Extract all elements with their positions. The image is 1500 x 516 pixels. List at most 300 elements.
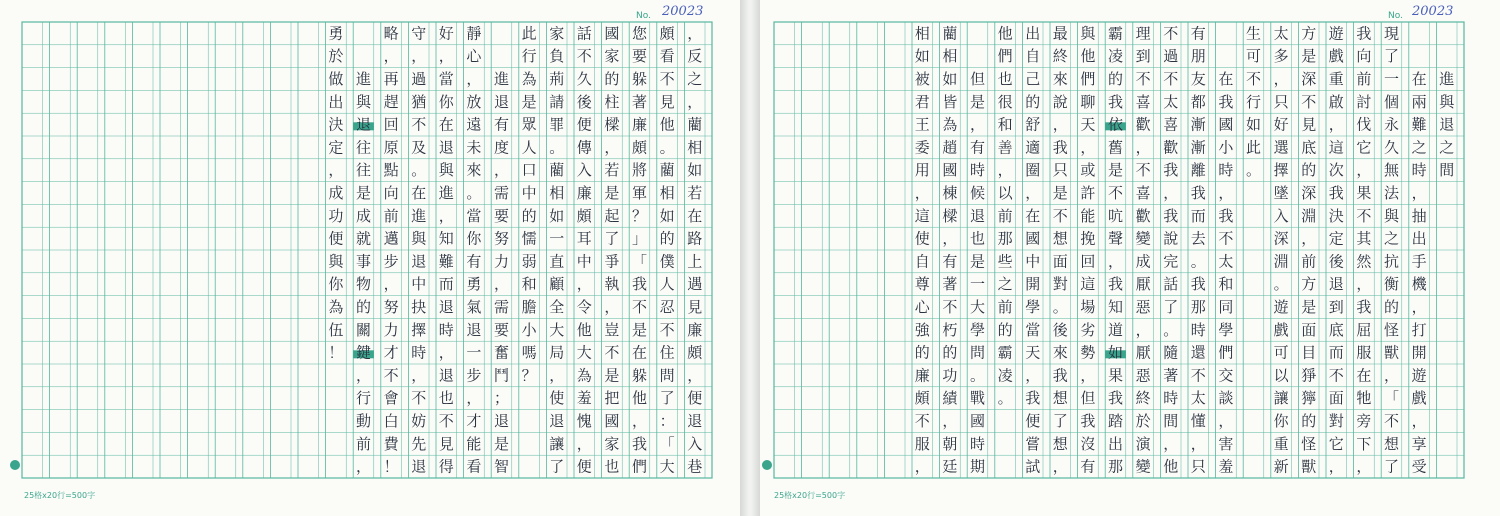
manuscript-char: 大 bbox=[576, 343, 592, 362]
right-page bbox=[760, 0, 1500, 516]
manuscript-char: 但 bbox=[1080, 389, 1096, 408]
manuscript-char: 的 bbox=[1107, 70, 1124, 89]
manuscript-char: 上 bbox=[687, 252, 703, 271]
manuscript-char: 遊 bbox=[1328, 24, 1344, 43]
manuscript-char: ， bbox=[997, 161, 1013, 180]
manuscript-char: 旁 bbox=[1356, 412, 1372, 431]
manuscript-char: 相 bbox=[549, 184, 565, 203]
manuscript-char: 淵 bbox=[1301, 206, 1317, 225]
manuscript-char: ， bbox=[1356, 275, 1372, 294]
manuscript-char: 委 bbox=[914, 138, 930, 157]
manuscript-char: 還 bbox=[1190, 343, 1206, 362]
manuscript-char: 不 bbox=[383, 366, 399, 385]
manuscript-char: ， bbox=[328, 161, 344, 180]
manuscript-char: 後 bbox=[576, 92, 592, 111]
manuscript-char: 決 bbox=[328, 115, 344, 134]
manuscript-char: 家 bbox=[604, 434, 620, 453]
manuscript-char: 之 bbox=[687, 70, 703, 89]
manuscript-char: 成 bbox=[1135, 252, 1151, 271]
manuscript-char: ， bbox=[355, 457, 372, 476]
manuscript-char: 是 bbox=[631, 320, 648, 339]
manuscript-char: 在 bbox=[1218, 70, 1234, 89]
manuscript-char: 有 bbox=[1080, 457, 1096, 476]
manuscript-char: 抗 bbox=[1383, 252, 1400, 271]
manuscript-char: 我 bbox=[1163, 206, 1179, 225]
manuscript-char: 「 bbox=[1383, 389, 1400, 408]
manuscript-char: 「 bbox=[631, 252, 648, 271]
manuscript-char: 此 bbox=[521, 24, 537, 43]
manuscript-char: 那 bbox=[997, 229, 1013, 248]
manuscript-char: 不 bbox=[1245, 70, 1262, 89]
manuscript-char: 和 bbox=[997, 115, 1013, 134]
manuscript-char: 智 bbox=[493, 457, 510, 476]
manuscript-char: 的 bbox=[1025, 92, 1041, 111]
manuscript-char: 相 bbox=[914, 24, 930, 43]
manuscript-char: 了 bbox=[604, 229, 620, 248]
manuscript-char: 行 bbox=[521, 47, 537, 66]
manuscript-char: ， bbox=[687, 24, 703, 43]
manuscript-char: 話 bbox=[1163, 275, 1179, 294]
manuscript-char: 踏 bbox=[1107, 412, 1124, 431]
manuscript-char: 氣 bbox=[466, 298, 482, 317]
manuscript-char: 。 bbox=[1190, 252, 1206, 271]
manuscript-char: 。 bbox=[411, 161, 427, 180]
manuscript-char: 學 bbox=[1218, 320, 1234, 339]
manuscript-char: 的 bbox=[1301, 412, 1317, 431]
manuscript-char: 舊 bbox=[1107, 138, 1124, 157]
manuscript-char: 他 bbox=[997, 24, 1013, 43]
manuscript-char: 出 bbox=[1411, 229, 1427, 248]
manuscript-char: 耳 bbox=[576, 229, 592, 248]
manuscript-char: 便 bbox=[687, 389, 703, 408]
manuscript-char: 讓 bbox=[1273, 389, 1289, 408]
manuscript-char: 不 bbox=[914, 412, 930, 431]
manuscript-char: 重 bbox=[1328, 70, 1344, 89]
manuscript-char: 機 bbox=[1411, 275, 1427, 294]
manuscript-char: 尊 bbox=[914, 275, 930, 294]
manuscript-char: 是 bbox=[969, 252, 986, 271]
manuscript-char: ， bbox=[576, 275, 592, 294]
manuscript-char: 有 bbox=[466, 252, 482, 271]
manuscript-char: 好 bbox=[1273, 115, 1289, 134]
manuscript-char: 奮 bbox=[493, 343, 510, 362]
manuscript-char: 面 bbox=[1301, 320, 1317, 339]
manuscript-char: ， bbox=[1163, 434, 1179, 453]
manuscript-char: 小 bbox=[521, 320, 537, 339]
manuscript-char: 厭 bbox=[1135, 275, 1151, 294]
manuscript-char: 是 bbox=[1107, 161, 1124, 180]
manuscript-char: 為 bbox=[576, 366, 592, 385]
manuscript-char: 會 bbox=[383, 389, 399, 408]
manuscript-char: 也 bbox=[438, 389, 454, 408]
manuscript-char: 把 bbox=[604, 389, 620, 408]
manuscript-char: 不 bbox=[411, 115, 427, 134]
manuscript-char: 屈 bbox=[1356, 320, 1372, 339]
manuscript-char: 但 bbox=[969, 70, 986, 89]
manuscript-char: 的 bbox=[942, 343, 958, 362]
manuscript-char: 討 bbox=[1356, 92, 1372, 111]
manuscript-char: 喜 bbox=[1135, 92, 1151, 111]
manuscript-char: 在 bbox=[1356, 366, 1372, 385]
manuscript-char: 抽 bbox=[1411, 206, 1427, 225]
manuscript-char: 聊 bbox=[1080, 92, 1096, 111]
manuscript-char: 天 bbox=[1080, 115, 1096, 134]
manuscript-char: 廉 bbox=[576, 184, 592, 203]
manuscript-char: 果 bbox=[1356, 184, 1372, 203]
manuscript-char: 次 bbox=[1328, 161, 1344, 180]
right-footer-label: 25格x20行=500字 bbox=[774, 491, 846, 500]
manuscript-char: 學 bbox=[969, 320, 986, 339]
manuscript-char: 定 bbox=[1328, 229, 1344, 248]
manuscript-char: 荊 bbox=[549, 70, 565, 89]
manuscript-char: 執 bbox=[604, 275, 620, 294]
manuscript-char: 能 bbox=[1080, 206, 1096, 225]
manuscript-char: 於 bbox=[328, 47, 344, 66]
manuscript-char: 讓 bbox=[549, 434, 565, 453]
manuscript-char: 深 bbox=[1273, 229, 1289, 248]
manuscript-char: 在 bbox=[687, 206, 703, 225]
manuscript-char: 我 bbox=[1107, 275, 1124, 294]
manuscript-char: 廉 bbox=[914, 366, 930, 385]
manuscript-char: 先 bbox=[411, 434, 427, 453]
manuscript-char: 決 bbox=[1328, 206, 1344, 225]
manuscript-char: 新 bbox=[1273, 457, 1289, 476]
manuscript-char: 此 bbox=[1245, 138, 1262, 157]
manuscript-char: 人 bbox=[659, 275, 675, 294]
manuscript-char: 朋 bbox=[1190, 47, 1206, 66]
manuscript-char: 久 bbox=[1383, 138, 1400, 157]
manuscript-char: 有 bbox=[969, 138, 986, 157]
manuscript-char: 服 bbox=[914, 434, 930, 453]
manuscript-char: 之 bbox=[1439, 138, 1455, 157]
manuscript-char: 爭 bbox=[604, 252, 620, 271]
manuscript-char: 需 bbox=[493, 298, 510, 317]
manuscript-char: 最 bbox=[1052, 24, 1068, 43]
manuscript-char: 退 bbox=[438, 138, 454, 157]
manuscript-char: 僕 bbox=[659, 252, 675, 271]
manuscript-char: 我 bbox=[1328, 184, 1344, 203]
manuscript-char: 全 bbox=[549, 298, 565, 317]
manuscript-char: 惡 bbox=[1135, 366, 1151, 385]
manuscript-char: 之 bbox=[1383, 229, 1400, 248]
manuscript-char: 藺 bbox=[942, 24, 958, 43]
manuscript-char: ， bbox=[1328, 115, 1344, 134]
left-no-label: No. bbox=[636, 11, 651, 21]
manuscript-char: 不 bbox=[576, 47, 592, 66]
manuscript-char: ， bbox=[604, 298, 620, 317]
manuscript-char: 藺 bbox=[659, 161, 675, 180]
manuscript-char: 妨 bbox=[411, 412, 427, 431]
manuscript-char: 之 bbox=[997, 275, 1013, 294]
manuscript-char: 的 bbox=[604, 70, 620, 89]
left-footer-label: 25格x20行=500字 bbox=[24, 491, 96, 500]
manuscript-char: 是 bbox=[1052, 184, 1068, 203]
manuscript-char: 終 bbox=[1052, 47, 1068, 66]
manuscript-char: 試 bbox=[1025, 457, 1041, 476]
manuscript-char: 不 bbox=[1052, 206, 1068, 225]
manuscript-char: 功 bbox=[328, 206, 344, 225]
manuscript-char: ， bbox=[1411, 298, 1427, 317]
manuscript-char: 只 bbox=[1273, 92, 1289, 111]
manuscript-char: 他 bbox=[1080, 47, 1096, 66]
manuscript-char: 它 bbox=[1328, 434, 1344, 453]
manuscript-char: 到 bbox=[1135, 47, 1151, 66]
manuscript-char: ， bbox=[549, 366, 565, 385]
manuscript-char: 也 bbox=[997, 70, 1013, 89]
manuscript-char: ， bbox=[576, 434, 592, 453]
manuscript-char: 忍 bbox=[659, 298, 675, 317]
manuscript-char: 國 bbox=[1025, 229, 1041, 248]
manuscript-char: 守 bbox=[411, 24, 427, 43]
manuscript-char: 朽 bbox=[942, 320, 958, 339]
manuscript-char: 說 bbox=[1163, 229, 1179, 248]
manuscript-char: 出 bbox=[1025, 24, 1041, 43]
manuscript-char: 了 bbox=[549, 457, 565, 476]
manuscript-char: 路 bbox=[687, 229, 703, 248]
manuscript-char: 的 bbox=[659, 229, 675, 248]
manuscript-char: 退 bbox=[687, 412, 703, 431]
manuscript-char: 大 bbox=[549, 320, 565, 339]
manuscript-char: 負 bbox=[549, 47, 565, 66]
manuscript-char: 如 bbox=[942, 70, 958, 89]
manuscript-char: 歡 bbox=[1135, 115, 1151, 134]
manuscript-char: 與 bbox=[1080, 24, 1096, 43]
manuscript-char: 直 bbox=[549, 252, 565, 271]
manuscript-char: 們 bbox=[1080, 70, 1096, 89]
manuscript-char: 戲 bbox=[1328, 47, 1344, 66]
manuscript-char: 做 bbox=[328, 70, 344, 89]
manuscript-char: 前 bbox=[997, 206, 1013, 225]
manuscript-char: 一 bbox=[969, 275, 986, 294]
manuscript-char: 手 bbox=[1411, 252, 1427, 271]
manuscript-char: 友 bbox=[1190, 70, 1206, 89]
manuscript-char: 有 bbox=[493, 115, 510, 134]
manuscript-char: 不 bbox=[1163, 24, 1179, 43]
manuscript-char: 服 bbox=[1356, 343, 1372, 362]
manuscript-char: 一 bbox=[549, 229, 565, 248]
manuscript-char: 自 bbox=[914, 252, 930, 271]
manuscript-char: 棟 bbox=[942, 184, 958, 203]
manuscript-char: ， bbox=[1383, 366, 1400, 385]
manuscript-char: 趕 bbox=[383, 92, 399, 111]
manuscript-char: 當 bbox=[1025, 320, 1041, 339]
manuscript-char: 局 bbox=[549, 343, 565, 362]
manuscript-char: 候 bbox=[969, 184, 986, 203]
manuscript-char: 向 bbox=[1356, 47, 1372, 66]
manuscript-char: 步 bbox=[466, 366, 482, 385]
manuscript-char: 來 bbox=[466, 161, 482, 180]
manuscript-char: 巷 bbox=[687, 457, 703, 476]
manuscript-char: 趙 bbox=[942, 138, 958, 157]
manuscript-char: 起 bbox=[604, 206, 620, 225]
manuscript-char: 太 bbox=[1163, 92, 1179, 111]
manuscript-char: ， bbox=[1107, 252, 1124, 271]
manuscript-char: 時 bbox=[411, 343, 427, 362]
manuscript-char: ！ bbox=[328, 343, 344, 362]
manuscript-char: 當 bbox=[438, 70, 454, 89]
manuscript-char: 樑 bbox=[942, 206, 958, 225]
manuscript-char: 若 bbox=[604, 161, 620, 180]
manuscript-char: 頗 bbox=[914, 389, 930, 408]
manuscript-char: 猶 bbox=[411, 92, 427, 111]
manuscript-char: ， bbox=[1025, 366, 1041, 385]
manuscript-char: 多 bbox=[1273, 47, 1289, 66]
manuscript-char: 時 bbox=[438, 320, 454, 339]
manuscript-char: 不 bbox=[1190, 366, 1206, 385]
manuscript-char: 入 bbox=[1273, 206, 1289, 225]
manuscript-char: 我 bbox=[1218, 92, 1234, 111]
manuscript-char: 間 bbox=[1163, 412, 1179, 431]
manuscript-char: 來 bbox=[1052, 343, 1068, 362]
manuscript-char: 完 bbox=[1163, 252, 1179, 271]
manuscript-char: 了 bbox=[1163, 298, 1179, 317]
manuscript-char: 國 bbox=[1218, 115, 1234, 134]
manuscript-char: 他 bbox=[576, 320, 592, 339]
manuscript-char: 弱 bbox=[521, 252, 537, 271]
manuscript-char: ， bbox=[1190, 434, 1206, 453]
manuscript-char: ， bbox=[1052, 115, 1068, 134]
manuscript-char: 自 bbox=[1025, 47, 1041, 66]
manuscript-char: 開 bbox=[1411, 343, 1427, 362]
manuscript-char: 或 bbox=[1080, 161, 1096, 180]
manuscript-char: 退 bbox=[466, 320, 482, 339]
manuscript-char: 的 bbox=[521, 206, 537, 225]
manuscript-char: 略 bbox=[383, 24, 399, 43]
manuscript-char: ， bbox=[1356, 161, 1372, 180]
manuscript-char: 遊 bbox=[1411, 366, 1427, 385]
manuscript-char: 。 bbox=[997, 389, 1013, 408]
manuscript-char: 受 bbox=[1411, 457, 1427, 476]
manuscript-char: 君 bbox=[914, 92, 930, 111]
manuscript-char: ； bbox=[493, 389, 510, 408]
manuscript-char: 往 bbox=[355, 138, 372, 157]
manuscript-char: ， bbox=[1080, 138, 1096, 157]
right-manuscript-grid bbox=[760, 0, 1500, 516]
manuscript-char: 藺 bbox=[549, 161, 565, 180]
manuscript-char: 前 bbox=[355, 434, 372, 453]
manuscript-char: 事 bbox=[355, 252, 372, 271]
manuscript-char: 住 bbox=[659, 343, 675, 362]
manuscript-char: 生 bbox=[1245, 24, 1262, 43]
manuscript-char: ， bbox=[493, 275, 510, 294]
manuscript-char: 這 bbox=[914, 206, 930, 225]
manuscript-char: 進 bbox=[355, 70, 372, 89]
manuscript-char: 如 bbox=[549, 206, 565, 225]
manuscript-char: 退 bbox=[438, 298, 454, 317]
manuscript-char: ， bbox=[383, 47, 399, 66]
manuscript-char: 回 bbox=[1080, 252, 1096, 271]
manuscript-char: 成 bbox=[328, 184, 344, 203]
manuscript-char: 。 bbox=[549, 138, 565, 157]
manuscript-char: 的 bbox=[914, 343, 930, 362]
manuscript-char: 廉 bbox=[687, 320, 703, 339]
manuscript-char: 家 bbox=[604, 47, 620, 66]
manuscript-char: 開 bbox=[1025, 275, 1041, 294]
manuscript-char: 不 bbox=[438, 412, 454, 431]
manuscript-char: 底 bbox=[1301, 138, 1317, 157]
manuscript-char: 勇 bbox=[328, 24, 344, 43]
manuscript-char: 膽 bbox=[521, 298, 537, 317]
manuscript-char: 是 bbox=[604, 184, 620, 203]
manuscript-char: 我 bbox=[1052, 138, 1068, 157]
manuscript-char: 要 bbox=[493, 206, 510, 225]
manuscript-char: 了 bbox=[1383, 457, 1400, 476]
manuscript-char: 變 bbox=[1135, 229, 1151, 248]
manuscript-char: 是 bbox=[521, 92, 537, 111]
manuscript-char: ， bbox=[1273, 70, 1289, 89]
manuscript-char: 傳 bbox=[576, 138, 592, 157]
manuscript-char: 在 bbox=[411, 184, 427, 203]
manuscript-char: 挽 bbox=[1080, 229, 1096, 248]
manuscript-char: 那 bbox=[1107, 457, 1124, 476]
manuscript-char: 一 bbox=[466, 343, 482, 362]
manuscript-char: ！ bbox=[383, 457, 399, 476]
manuscript-char: 劣 bbox=[1080, 320, 1096, 339]
manuscript-char: 時 bbox=[1163, 389, 1179, 408]
manuscript-char: 說 bbox=[1052, 92, 1068, 111]
manuscript-char: 時 bbox=[1218, 161, 1234, 180]
manuscript-char: ， bbox=[493, 161, 510, 180]
manuscript-char: 勢 bbox=[1080, 343, 1096, 362]
manuscript-char: 墜 bbox=[1273, 184, 1289, 203]
manuscript-char: 演 bbox=[1135, 434, 1151, 453]
manuscript-char: 天 bbox=[1025, 343, 1041, 362]
manuscript-char: 為 bbox=[521, 70, 537, 89]
manuscript-char: 伐 bbox=[1356, 115, 1372, 134]
manuscript-char: 法 bbox=[1383, 184, 1400, 203]
manuscript-char: 反 bbox=[687, 47, 703, 66]
manuscript-char: 要 bbox=[493, 320, 510, 339]
manuscript-char: 在 bbox=[438, 115, 454, 134]
manuscript-char: 退 bbox=[411, 457, 427, 476]
manuscript-char: 。 bbox=[659, 138, 675, 157]
manuscript-char: 依 bbox=[1107, 115, 1124, 134]
manuscript-char: 退 bbox=[493, 92, 510, 111]
manuscript-char: 個 bbox=[1383, 92, 1400, 111]
manuscript-char: 間 bbox=[1439, 161, 1455, 180]
manuscript-char: 厭 bbox=[1135, 343, 1151, 362]
manuscript-char: 令 bbox=[576, 298, 592, 317]
manuscript-char: 是 bbox=[1301, 298, 1317, 317]
manuscript-char: 與 bbox=[1383, 206, 1400, 225]
manuscript-char: 放 bbox=[466, 92, 482, 111]
manuscript-char: 學 bbox=[1025, 298, 1041, 317]
manuscript-char: 凌 bbox=[1107, 47, 1124, 66]
manuscript-char: 衡 bbox=[1383, 275, 1400, 294]
manuscript-char: 樑 bbox=[604, 115, 620, 134]
manuscript-char: 凌 bbox=[997, 366, 1013, 385]
manuscript-char: 進 bbox=[438, 184, 454, 203]
manuscript-char: 享 bbox=[1411, 434, 1427, 453]
manuscript-char: 如 bbox=[1107, 343, 1124, 362]
manuscript-char: 頗 bbox=[631, 138, 648, 157]
manuscript-char: 沒 bbox=[1080, 434, 1096, 453]
manuscript-char: ， bbox=[438, 206, 454, 225]
manuscript-char: ， bbox=[1025, 184, 1041, 203]
manuscript-char: 吭 bbox=[1107, 206, 1124, 225]
manuscript-char: 霸 bbox=[1107, 24, 1124, 43]
manuscript-char: 就 bbox=[355, 229, 372, 248]
manuscript-char: 時 bbox=[1411, 161, 1427, 180]
manuscript-char: 猙 bbox=[1301, 366, 1317, 385]
manuscript-char: 漸 bbox=[1190, 115, 1206, 134]
manuscript-char: 費 bbox=[383, 434, 399, 453]
manuscript-char: ， bbox=[466, 70, 482, 89]
manuscript-char: 不 bbox=[1107, 184, 1124, 203]
manuscript-char: 廷 bbox=[942, 457, 958, 476]
manuscript-char: 勇 bbox=[466, 275, 482, 294]
manuscript-char: 嗎 bbox=[521, 343, 537, 362]
